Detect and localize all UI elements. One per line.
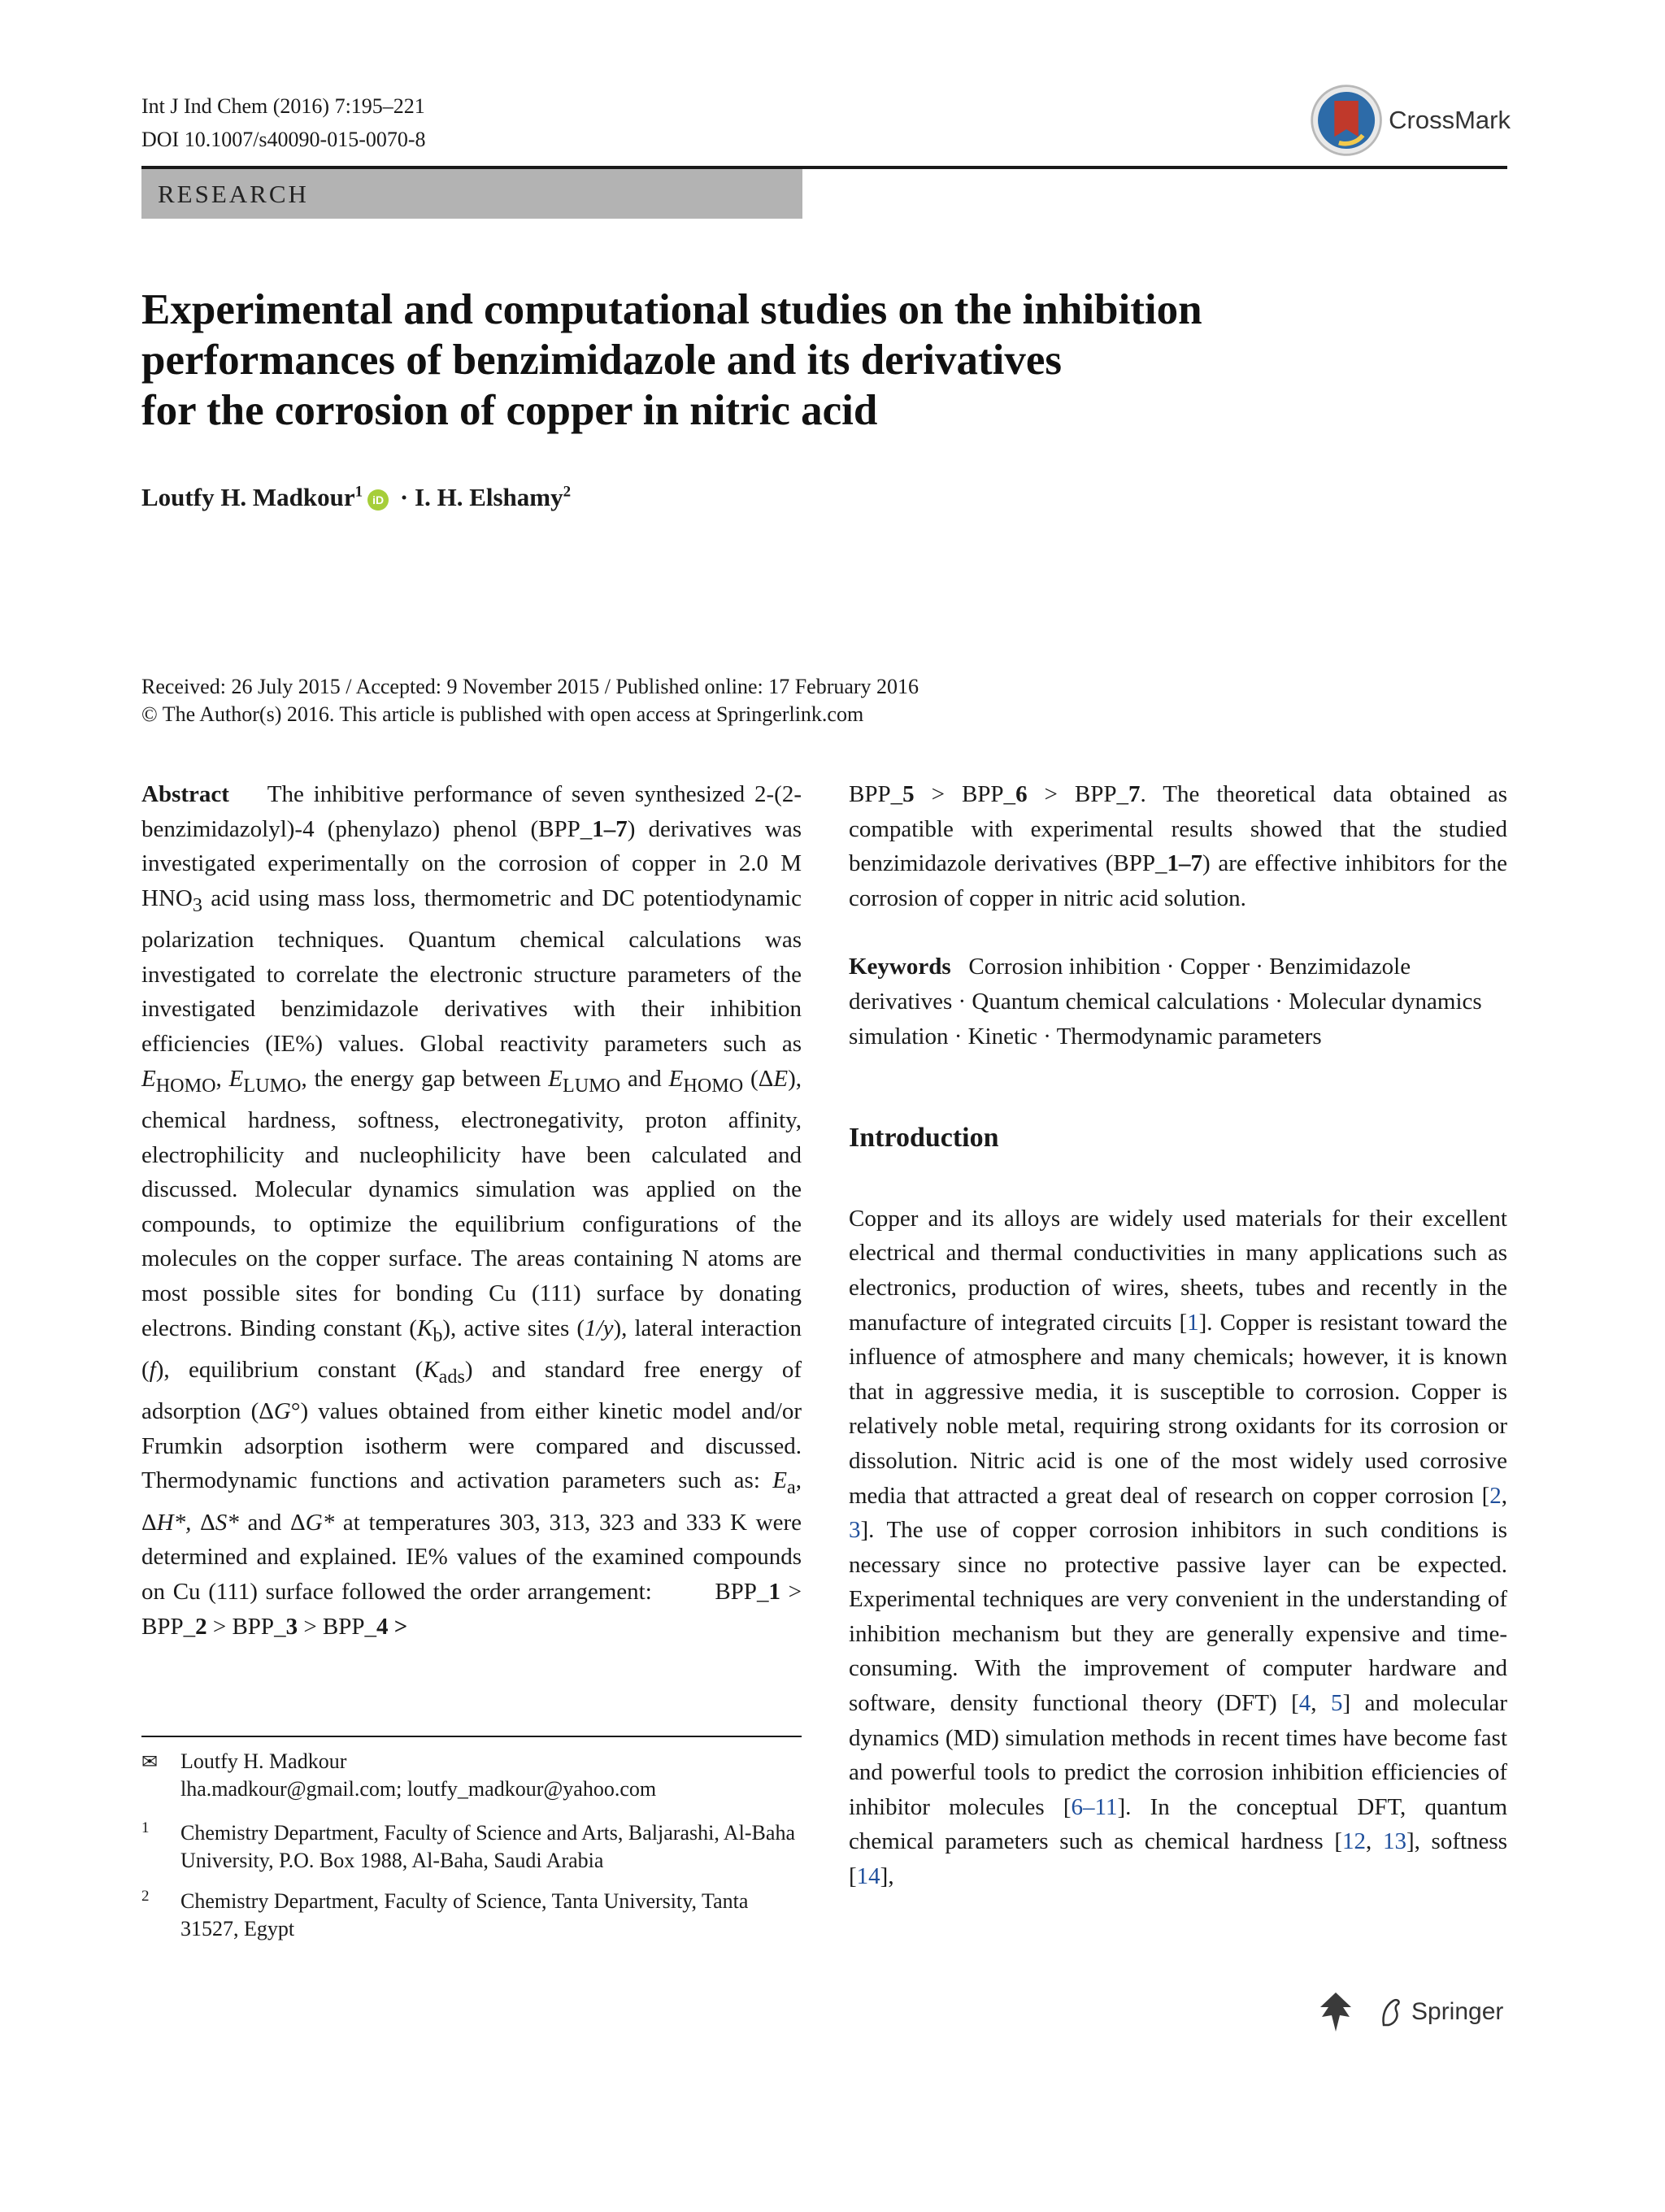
affiliation-1 [141, 1819, 802, 1875]
doi[interactable]: DOI 10.1007/s40090-015-0070-8 [141, 128, 426, 151]
citation-link[interactable]: 14 [856, 1863, 880, 1890]
footnotes [141, 1748, 802, 1943]
abstract-column [141, 777, 802, 1644]
abstract-label: Abstract [141, 781, 229, 807]
citation-link[interactable]: 4 [1298, 1690, 1311, 1717]
springer-tree-icon [1317, 1989, 1354, 2035]
article-title [141, 285, 1442, 436]
citation-link[interactable]: 12 [1342, 1828, 1367, 1855]
springer-footer [1317, 1984, 1512, 2040]
citation-link[interactable]: 5 [1331, 1690, 1343, 1717]
introduction-body: Copper and its alloys are widely used materials for their excellent electrical and thermal conductivities in many applications such as electronics, production of wires, sheets, tubes and recently in the manufacture of integrated circuits [1]. Copper is resistant toward the influence of atmosphere and many chemicals; however, it is known that in aggressive media, it is susceptible to corrosion. Copper is relatively noble metal, requiring strong oxidants for its corrosion or dissolution. Nitric acid is one of the most widely used corrosive media that attracted a great deal of research on copper corrosion [2, 3]. The use of copper corrosion inhibitors in such conditions is necessary since no protective passive layer can be expected. Experimental techniques are very convenient in the understanding of inhibition mechanism but they are generally expensive and time-consuming. With the improvement of computer hardware and software, density functional theory (DFT) [4, 5] and molecular dynamics (MD) simulation methods in recent times have become fast and powerful tools to predict the corrosion inhibition efficiencies of inhibitor molecules [6–11]. In the conceptual DFT, quantum chemical parameters such as chemical hardness [12, 13], softness [14], [849, 1205, 1507, 1890]
author-list [141, 483, 571, 512]
crossmark-badge[interactable] [1309, 81, 1511, 159]
keywords-text: Corrosion inhibition · Copper · Benzimidazole derivatives · Quantum chemical calculations · Molecular dynamics simulation · Kinetic · Thermodynamic parameters [849, 954, 1482, 1050]
contact-email[interactable]: lha.madkour@gmail.com; loutfy_madkour@yahoo.com [180, 1777, 657, 1801]
crossmark-icon [1309, 81, 1384, 159]
affiliation-number: 1 [141, 1819, 150, 1836]
title-line: for the corrosion of copper in nitric acid [141, 387, 878, 434]
citation-link[interactable]: 6–11 [1071, 1793, 1118, 1820]
author-affiliation-mark: 1 [354, 483, 363, 501]
history-dates: Received: 26 July 2015 / Accepted: 9 November 2015 / Published online: 17 February 2016 [141, 675, 919, 698]
journal-citation: Int J Ind Chem (2016) 7:195–221 [141, 94, 425, 118]
citation-link[interactable]: 3 [849, 1517, 861, 1544]
envelope-icon: ✉ [141, 1750, 159, 1773]
affiliation-2 [141, 1888, 802, 1943]
right-column [849, 777, 1507, 1894]
footnote-rule [141, 1736, 802, 1737]
affiliation-number: 2 [141, 1888, 150, 1905]
springer-horse-icon [1377, 1996, 1405, 2028]
journal-header [141, 89, 426, 156]
contact-name: Loutfy H. Madkour [180, 1749, 347, 1773]
author-name[interactable]: Loutfy H. Madkour [141, 483, 355, 511]
keywords-label: Keywords [849, 954, 951, 980]
abstract-body: Abstract The inhibitive performance of seven synthesized 2-(2-benzimidazolyl)-4 (phenylazo) phenol (BPP_1–7) derivatives was investigated experimentally on the corrosion of copper in 2.0 M $HNO_3$ acid using mass loss, thermometric and DC potentiodynamic polarization techniques. Quantum chemical calculations was investigated to correlate the electronic structure parameters of the investigated benzimidazole derivatives with their inhibition efficiencies (IE%) values. Global reactivity parameters such as $E_{HOMO}$, $E_{LUMO}$, the energy gap between $E_{LUMO}$ and $E_{HOMO}$ (ΔE), chemical hardness, softness, electronegativity, proton affinity, electrophilicity and nucleophilicity have been calculated and discussed. Molecular dynamics simulation was applied on the compounds, to optimize the equilibrium configurations of the molecules on the copper surface. The areas containing N atoms are most possible sites for bonding Cu (111) surface by donating electrons. Binding constant $(K_b)$, active sites (1/y), lateral interaction (f), equilibrium constant $(K_{ads})$ and standard free energy of adsorption (ΔG°) values obtained from either kinetic model and/or Frumkin adsorption isotherm were compared and discussed. Thermodynamic functions and activation parameters such as: $E_a$, ΔH*, ΔS* and ΔG* at temperatures 303, 313, 323 and 333 K were determined and explained. IE% values of the examined compounds on Cu (111) surface followed the order arrangement: BPP_1 > BPP_2 > BPP_3 > BPP_4 > [141, 781, 802, 1640]
crossmark-label: CrossMark [1389, 106, 1511, 134]
orcid-icon[interactable]: iD [367, 489, 389, 511]
article-dates [141, 673, 919, 728]
affiliation-text: Chemistry Department, Faculty of Science, Tanta University, Tanta 31527, Egypt [180, 1889, 749, 1940]
title-line: Experimental and computational studies on the inhibition [141, 286, 1202, 333]
section-label: RESEARCH [158, 180, 309, 208]
citation-link[interactable]: 13 [1382, 1828, 1406, 1855]
affiliation-text: Chemistry Department, Faculty of Science and Arts, Baljarashi, Al-Baha University, P.O. Box 1988, Al-Baha, Saudi Arabia [180, 1821, 795, 1872]
author-name[interactable]: I. H. Elshamy [415, 483, 563, 511]
abstract-continuation: BPP_5 > BPP_6 > BPP_7. The theoretical data obtained as compatible with experimental results showed that the studied benzimidazole derivatives (BPP_1–7) are effective inhibitors for the corrosion of copper in nitric acid solution. [849, 781, 1507, 911]
keywords [849, 950, 1507, 1054]
copyright-line: © The Author(s) 2016. This article is published with open access at Springerlink.com [141, 702, 864, 726]
citation-link[interactable]: 2 [1489, 1482, 1502, 1509]
introduction-heading: Introduction [849, 1123, 999, 1154]
author-separator: · [393, 483, 415, 511]
corresponding-author [141, 1748, 802, 1803]
citation-link[interactable]: 1 [1187, 1309, 1199, 1336]
publisher-name: Springer [1411, 1998, 1504, 2025]
author-affiliation-mark: 2 [563, 483, 572, 501]
title-line: performances of benzimidazole and its derivatives [141, 337, 1062, 384]
